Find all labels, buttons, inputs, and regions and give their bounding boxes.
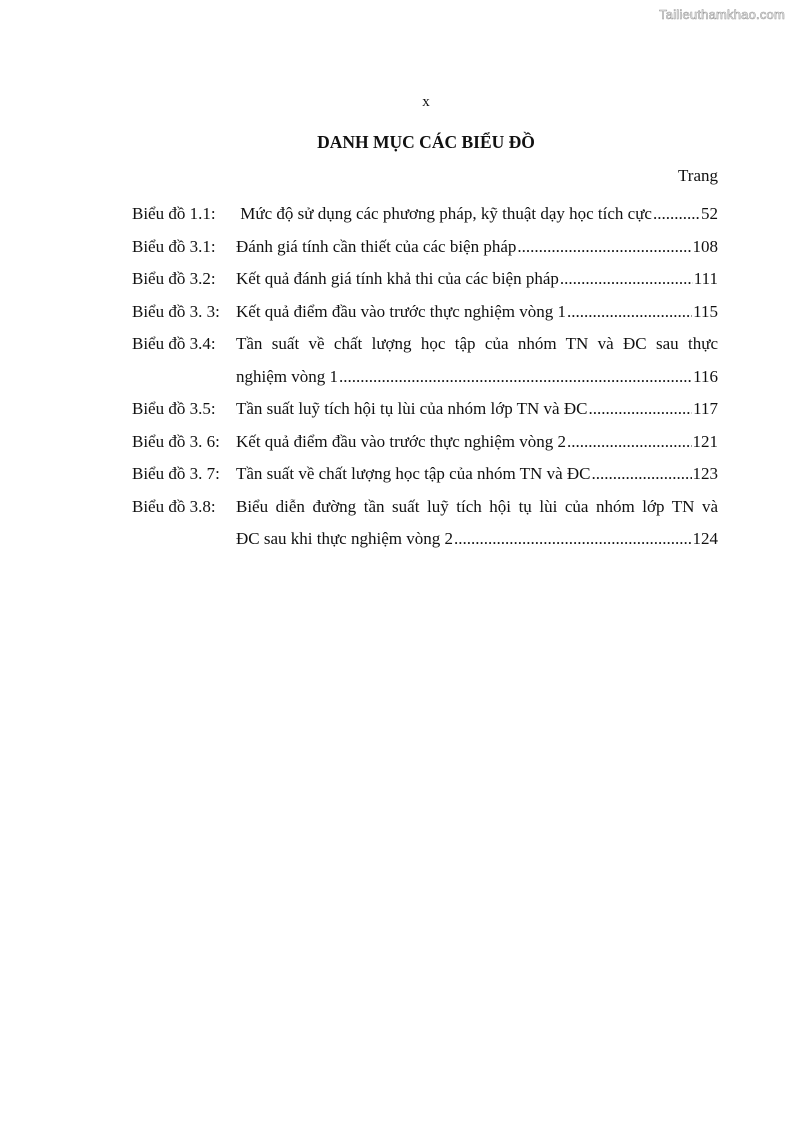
entry-title: Đánh giá tính cần thiết của các biện pháp	[236, 236, 517, 256]
chart-list	[132, 198, 718, 556]
entry-body	[236, 263, 718, 296]
entry-title: Kết quả điểm đầu vào trước thực nghiệm vòng 2	[236, 431, 567, 451]
entry-title-line: Tần suất về chất lượng học tập của nhóm TN và ĐC sau thực	[236, 334, 718, 353]
list-item	[132, 491, 718, 556]
entry-last-line	[236, 231, 718, 264]
entry-label: Biểu đồ 3. 7:	[132, 464, 220, 483]
dot-leader	[339, 361, 692, 394]
list-item	[132, 296, 718, 329]
entry-page-number: 124	[692, 529, 718, 548]
entry-title: Kết quả điểm đầu vào trước thực nghiệm vòng 1	[236, 301, 567, 321]
entry-last-line	[236, 263, 718, 296]
list-item	[132, 426, 718, 459]
dot-leader	[517, 231, 691, 264]
page-title: DANH MỤC CÁC BIỂU ĐỒ	[317, 132, 535, 152]
entry-last-line	[236, 426, 718, 459]
page-column-label: Trang	[678, 166, 718, 185]
entry-label: Biểu đồ 3.5:	[132, 399, 216, 418]
entry-last-line	[236, 393, 718, 426]
entry-body	[236, 458, 718, 491]
entry-label: Biểu đồ 3.4:	[132, 334, 216, 353]
entry-label: Biểu đồ 3.2:	[132, 269, 216, 288]
dot-leader	[653, 198, 700, 231]
entry-title: Mức độ sử dụng các phương pháp, kỹ thuật dạy học tích cực	[236, 204, 652, 223]
dot-leader	[592, 458, 692, 491]
entry-page-number: 111	[693, 269, 718, 288]
entry-page-number: 117	[693, 399, 718, 418]
entry-title-line: Biểu diễn đường tần suất luỹ tích hội tụ lùi của nhóm lớp TN và	[236, 496, 718, 516]
entry-title: Kết quả đánh giá tính khả thi của các biện pháp	[236, 269, 559, 288]
entry-body	[236, 198, 718, 231]
entry-label: Biểu đồ 3. 6:	[132, 431, 220, 451]
entry-label: Biểu đồ 1.1:	[132, 204, 216, 223]
entry-last-line	[236, 361, 718, 394]
watermark-text: Tailieuthamkhao.com	[659, 7, 785, 22]
entry-last-line	[236, 296, 718, 329]
dot-leader	[567, 426, 691, 459]
dot-leader	[588, 393, 692, 426]
entry-body	[236, 231, 718, 264]
entry-page-number: 52	[701, 204, 718, 223]
entry-title: ĐC sau khi thực nghiệm vòng 2	[236, 529, 453, 548]
page-number: x	[422, 94, 430, 110]
entry-title: Tần suất luỹ tích hội tụ lùi của nhóm lớp TN và ĐC	[236, 399, 588, 418]
entry-body	[236, 491, 718, 556]
list-item	[132, 328, 718, 393]
list-item	[132, 198, 718, 231]
entry-last-line	[236, 523, 718, 556]
entry-page-number: 108	[692, 236, 718, 256]
entry-label: Biểu đồ 3.8:	[132, 496, 216, 516]
dot-leader	[560, 263, 693, 296]
entry-last-line	[236, 458, 718, 491]
entry-page-number: 123	[692, 464, 718, 483]
entry-body	[236, 426, 718, 459]
entry-page-number: 116	[693, 366, 718, 386]
dot-leader	[454, 523, 692, 556]
entry-label: Biểu đồ 3. 3:	[132, 301, 220, 321]
entry-page-number: 115	[693, 301, 718, 321]
list-item	[132, 263, 718, 296]
entry-label: Biểu đồ 3.1:	[132, 236, 216, 256]
entry-body	[236, 328, 718, 393]
entry-body	[236, 393, 718, 426]
list-item	[132, 393, 718, 426]
entry-title: Tần suất về chất lượng học tập của nhóm TN và ĐC	[236, 464, 591, 483]
entry-page-number: 121	[692, 431, 718, 451]
list-item	[132, 458, 718, 491]
dot-leader	[567, 296, 692, 329]
entry-body	[236, 296, 718, 329]
entry-last-line	[236, 198, 718, 231]
entry-title: nghiệm vòng 1	[236, 366, 338, 386]
list-item	[132, 231, 718, 264]
